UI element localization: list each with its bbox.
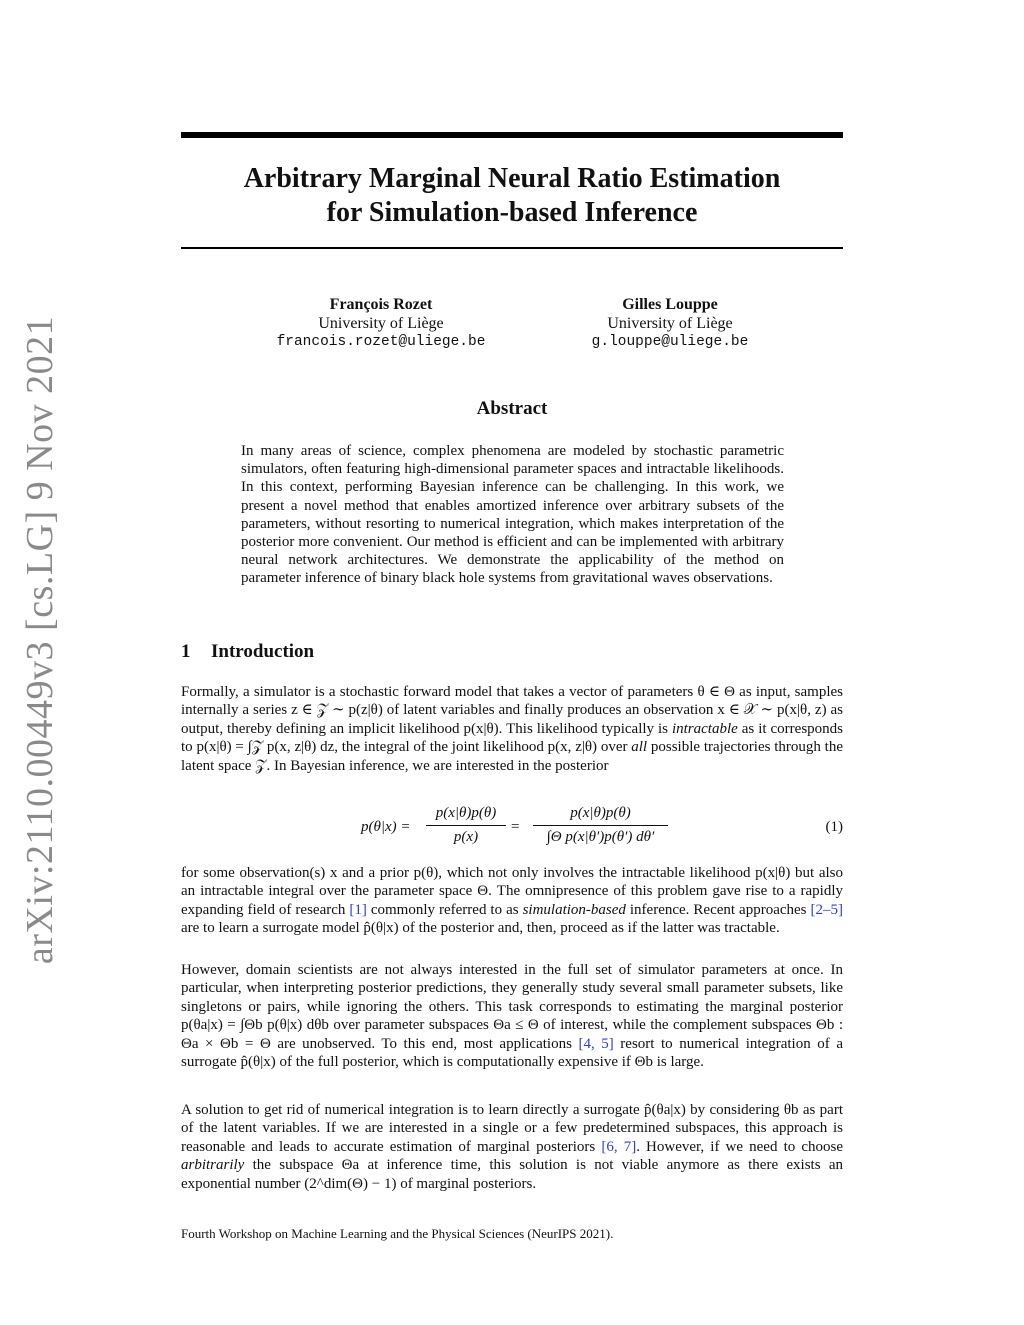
equation-1 [181, 803, 843, 855]
title-top-rule [181, 132, 843, 138]
fraction-denominator: ∫Θ p(x|θ′)p(θ′) dθ′ [546, 829, 655, 845]
citation-link[interactable]: [2–5] [810, 901, 843, 918]
text-run: commonly referred to as [366, 901, 523, 918]
emphasis: simulation-based [522, 901, 626, 918]
author-name: Gilles Louppe [622, 296, 718, 313]
text-run: are to learn a surrogate model p̂(θ|x) of the posterior and, then, proceed as if the latter was tractable. [181, 920, 780, 937]
text-run: . However, if we need to choose [636, 1138, 843, 1155]
text-run: inference. Recent approaches [625, 901, 811, 918]
author-block-2 [520, 295, 820, 352]
abstract-heading: Abstract [476, 398, 548, 419]
abstract-text: In many areas of science, complex phenomena are modeled by stochastic parametric simulators, often featuring high-dimensional parameter spaces and intractable likelihoods. In this context, performing Bayesian inference can be challenging. In this work, we present a novel method that enables amortized inference over arbitrary subsets of the parameters, without resorting to numerical integration, which makes interpretation of the posterior more convenient. Our method is efficient and can be implemented with arbitrary neural network architectures. We demonstrate the applicability of the method on parameter inference of binary black hole systems from gravitational waves observations. [241, 443, 784, 587]
section-heading [181, 641, 314, 663]
author-affiliation: University of Liège [607, 315, 733, 332]
intro-paragraph-1 [181, 683, 843, 775]
equation-fraction-1 [426, 805, 506, 846]
text-run: as it corresponds to p(x|θ) = ∫𝒵 p(x, z|θ) dz, the integral of the joint likelihood p(x, z|θ) over [181, 720, 844, 756]
emphasis: arbitrarily [181, 1157, 245, 1174]
author-email[interactable]: francois.rozet@uliege.be [276, 334, 486, 350]
arxiv-identifier: arXiv:2110.00449v3 [cs.LG] 9 Nov 2021 [19, 315, 61, 965]
emphasis: intractable [671, 720, 738, 737]
intro-paragraph-2 [181, 864, 843, 938]
text-run: Formally, a simulator is a stochastic forward model that takes a vector of parameters θ ∈ Θ as input, samples internally a series z ∈ 𝒵 ∼ p(z|θ) of latent variables and finally produces an observation x ∈ 𝒳 ∼ p(x|θ, z) as output, thereby defining an implicit likelihood p(x|θ). This likelihood typically is [181, 684, 843, 737]
fraction-numerator: p(x|θ)p(θ) [435, 805, 497, 821]
author-block-1 [231, 295, 531, 352]
text-run: for some observation(s) x and a prior p(θ), which not only involves the intractable likelihood p(x|θ) but also an intractable integral over the parameter space Θ. The omnipresence of this problem gave rise to a rapidly expanding field of research [181, 865, 843, 918]
section-number: 1 [181, 641, 191, 662]
text-run: resort to numerical integration of a surrogate p̂(θ|x) of the full posterior, which is computationally expensive if Θb is large. [181, 1035, 843, 1071]
citation-link[interactable]: [6, 7] [601, 1138, 637, 1155]
author-email[interactable]: g.louppe@uliege.be [591, 334, 749, 350]
author-name: François Rozet [329, 296, 433, 313]
equation-lhs: p(θ|x) = [361, 819, 411, 835]
equation-number: (1) [825, 819, 843, 835]
fraction-numerator: p(x|θ)p(θ) [570, 805, 631, 821]
title-line-2: for Simulation-based Inference [326, 197, 698, 228]
text-run: However, domain scientists are not always interested in the full set of simulator parameters at once. In particular, when interpreting posterior predictions, they generally study several small parameter subsets, like singletons or pairs, while ignoring the others. This task corresponds to estimating the marginal posterior p(θa|x) = ∫Θb p(θ|x) dθb over parameter subspaces Θa ≤ Θ of interest, while the complement subspaces Θb : Θa × Θb = Θ are unobserved. To this end, most applications [181, 962, 843, 1052]
author-affiliation: University of Liège [318, 315, 444, 332]
equals-sign: = [511, 819, 520, 835]
text-run: A solution to get rid of numerical integration is to learn directly a surrogate p̂(θa|x) by considering θb as part of the latent variables. If we are interested in a single or a few predetermined subspaces, this approach is reasonable and leads to accurate estimation of marginal posteriors [181, 1102, 843, 1155]
intro-paragraph-3 [181, 961, 843, 1071]
citation-link[interactable]: [4, 5] [578, 1035, 614, 1052]
emphasis: all [631, 739, 648, 756]
title-line-1: Arbitrary Marginal Neural Ratio Estimation [243, 163, 781, 194]
title-bottom-rule [181, 247, 843, 249]
fraction-denominator: p(x) [453, 829, 479, 845]
section-title: Introduction [211, 641, 315, 662]
text-run: the subspace Θa at inference time, this solution is not viable anymore as there exists an exponential number (2^dim(Θ) − 1) of marginal posteriors. [181, 1157, 843, 1192]
fraction-bar [426, 825, 506, 826]
equation-fraction-2 [533, 805, 668, 846]
fraction-bar [533, 825, 668, 826]
intro-paragraph-4 [181, 1101, 843, 1193]
paper-title [181, 162, 843, 230]
page-footer: Fourth Workshop on Machine Learning and the Physical Sciences (NeurIPS 2021). [181, 1226, 614, 1241]
citation-link[interactable]: [1] [349, 901, 367, 918]
text-run: possible trajectories through the latent space 𝒵. In Bayesian inference, we are interested in the posterior [181, 739, 843, 774]
